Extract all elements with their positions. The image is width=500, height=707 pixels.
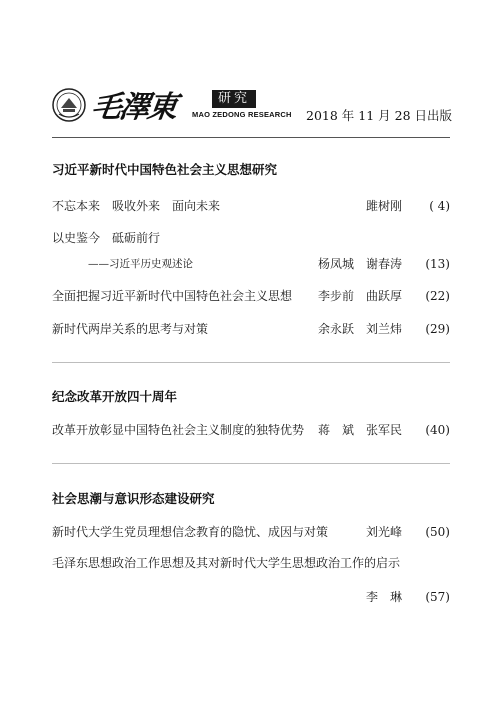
masthead <box>52 88 452 130</box>
toc-entry-subtitle[interactable] <box>52 254 450 274</box>
entry-title: 新时代两岸关系的思考与对策 <box>52 322 209 336</box>
toc-entry[interactable] <box>52 420 450 440</box>
toc-entry-continued[interactable] <box>52 587 450 607</box>
toc-entry[interactable] <box>52 319 450 339</box>
entry-subtitle: ——习近平历史观述论 <box>88 258 193 270</box>
toc-entry[interactable] <box>52 228 450 248</box>
entry-author: 蒋 斌 张军民 <box>317 423 402 437</box>
entry-title: 以史鉴今 砥砺前行 <box>52 231 161 245</box>
entry-author: 杨凤城 谢春涛 <box>317 257 402 271</box>
entry-page: (57) <box>425 590 450 604</box>
research-label: 研究 <box>212 90 256 108</box>
entry-page: (29) <box>425 322 450 336</box>
english-journal-name: MAO ZEDONG RESEARCH <box>192 110 292 119</box>
entry-page: (50) <box>425 525 450 539</box>
entry-author: 刘光峰 <box>365 525 402 539</box>
entry-title: 不忘本来 吸收外来 面向未来 <box>52 199 221 213</box>
toc-entry[interactable] <box>52 522 450 542</box>
entry-page: (40) <box>425 423 450 437</box>
section-title: 社会思潮与意识形态建设研究 <box>52 491 215 506</box>
section-divider <box>52 362 450 363</box>
entry-author: 余永跃 刘兰炜 <box>317 322 402 336</box>
entry-author: 李 琳 <box>365 590 402 604</box>
calligraphy-logo: 毛澤東 <box>89 90 178 125</box>
entry-title: 改革开放彰显中国特色社会主义制度的独特优势 <box>52 423 305 437</box>
toc-entry[interactable] <box>52 553 450 573</box>
header-rule <box>52 137 450 138</box>
emblem-icon <box>52 88 86 122</box>
entry-author: 雎树刚 <box>365 199 402 213</box>
section-title: 习近平新时代中国特色社会主义思想研究 <box>52 162 278 177</box>
entry-title: 毛泽东思想政治工作思想及其对新时代大学生思想政治工作的启示 <box>52 556 401 570</box>
issue-date: 2018 年 11 月 28 日出版 <box>306 108 452 123</box>
toc-entry[interactable] <box>52 196 450 216</box>
section-divider <box>52 463 450 464</box>
entry-page: (22) <box>425 289 450 303</box>
entry-title: 全面把握习近平新时代中国特色社会主义思想 <box>52 289 293 303</box>
entry-title: 新时代大学生党员理想信念教育的隐忧、成因与对策 <box>52 525 329 539</box>
entry-page: (13) <box>425 257 450 271</box>
toc-entry[interactable] <box>52 286 450 306</box>
entry-author: 李步前 曲跃厚 <box>317 289 402 303</box>
entry-page: ( 4) <box>429 199 450 213</box>
section-title: 纪念改革开放四十周年 <box>52 389 178 404</box>
